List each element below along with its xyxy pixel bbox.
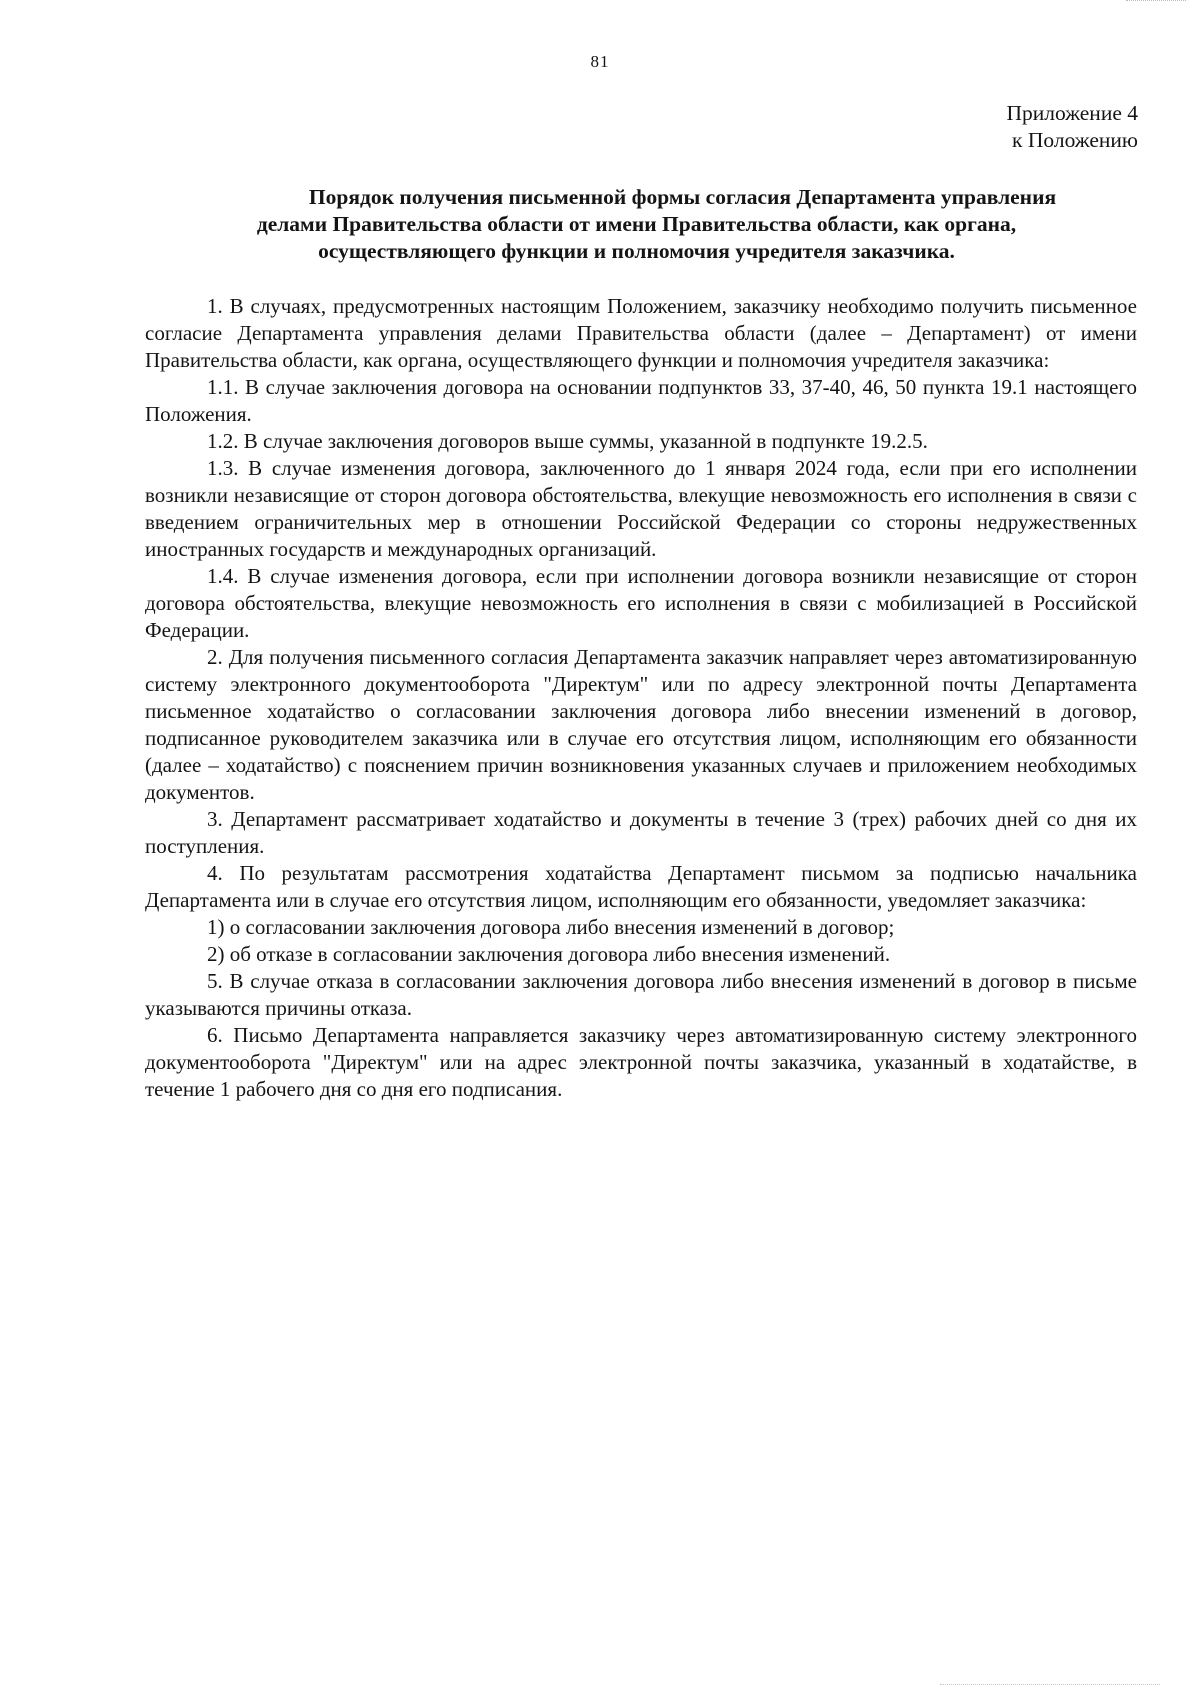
title-line-3: осуществляющего функции и полномочия учредителя заказчика.	[318, 239, 955, 263]
appendix-line-2: к Положению	[1012, 128, 1138, 152]
title-line-2: делами Правительства области от имени Правительства области, как органа,	[256, 212, 1017, 236]
paragraph-6: 6. Письмо Департамента направляется заказчику через автоматизированную систему электронного документооборота "Директум" или на адрес электронной почты заказчика, указанный в ходатайстве, в течение 1 рабочего дня со дня его подписания.	[145, 1023, 1137, 1101]
scan-artifact-top	[1126, 0, 1186, 4]
paragraph-1-3: 1.3. В случае изменения договора, заключенного до 1 января 2024 года, если при его исполнении возникли независящие от сторон договора обстоятельства, влекущие невозможность его исполнения в связи с введением ограничительных мер в отношении Российской Федерации со стороны недружественных иностранных государств и международных организаций.	[145, 456, 1137, 561]
paragraph-1-4: 1.4. В случае изменения договора, если при исполнении договора возникли независящие от сторон договора обстоятельства, влекущие невозможность его исполнения в связи с мобилизацией в Российской Федерации.	[145, 564, 1137, 642]
paragraph-4: 4. По результатам рассмотрения ходатайства Департамент письмом за подписью начальника Департамента или в случае его отсутствия лицом, исполняющим его обязанности, уведомляет заказчика:	[145, 861, 1137, 912]
document-title	[145, 184, 1128, 265]
paragraph-4-item-2: 2) об отказе в согласовании заключения договора либо внесения изменений.	[207, 942, 891, 966]
paragraph-1-1: 1.1. В случае заключения договора на основании подпунктов 33, 37-40, 46, 50 пункта 19.1 настоящего Положения.	[145, 375, 1137, 426]
appendix-reference	[1006, 100, 1138, 154]
document-body	[145, 293, 1137, 1103]
paragraph-1: 1. В случаях, предусмотренных настоящим Положением, заказчику необходимо получить письменное согласие Департамента управления делами Правительства области (далее – Департамент) от имени Правительства области, как органа, осуществляющего функции и полномочия учредителя заказчика:	[145, 294, 1137, 372]
paragraph-5: 5. В случае отказа в согласовании заключения договора либо внесения изменений в договор в письме указываются причины отказа.	[145, 969, 1137, 1020]
paragraph-2: 2. Для получения письменного согласия Департамента заказчик направляет через автоматизированную систему электронного документооборота "Директум" или по адресу электронной почты Департамента письменное ходатайство о согласовании заключения договора либо внесении изменений в договор, подписанное руководителем заказчика или в случае его отсутствия лицом, исполняющим его обязанности (далее – ходатайство) с пояснением причин возникновения указанных случаев и приложением необходимых документов.	[145, 645, 1137, 804]
paragraph-3: 3. Департамент рассматривает ходатайство и документы в течение 3 (трех) рабочих дней со дня их поступления.	[145, 807, 1137, 858]
page-number: 81	[590, 52, 610, 71]
title-line-1: Порядок получения письменной формы согласия Департамента управления	[308, 185, 1057, 209]
paragraph-1-2: 1.2. В случае заключения договоров выше суммы, указанной в подпункте 19.2.5.	[207, 429, 928, 453]
paragraph-4-item-1: 1) о согласовании заключения договора либо внесения изменений в договор;	[207, 915, 895, 939]
appendix-line-1: Приложение 4	[1006, 101, 1138, 125]
scan-artifact-bottom	[940, 1682, 1160, 1685]
